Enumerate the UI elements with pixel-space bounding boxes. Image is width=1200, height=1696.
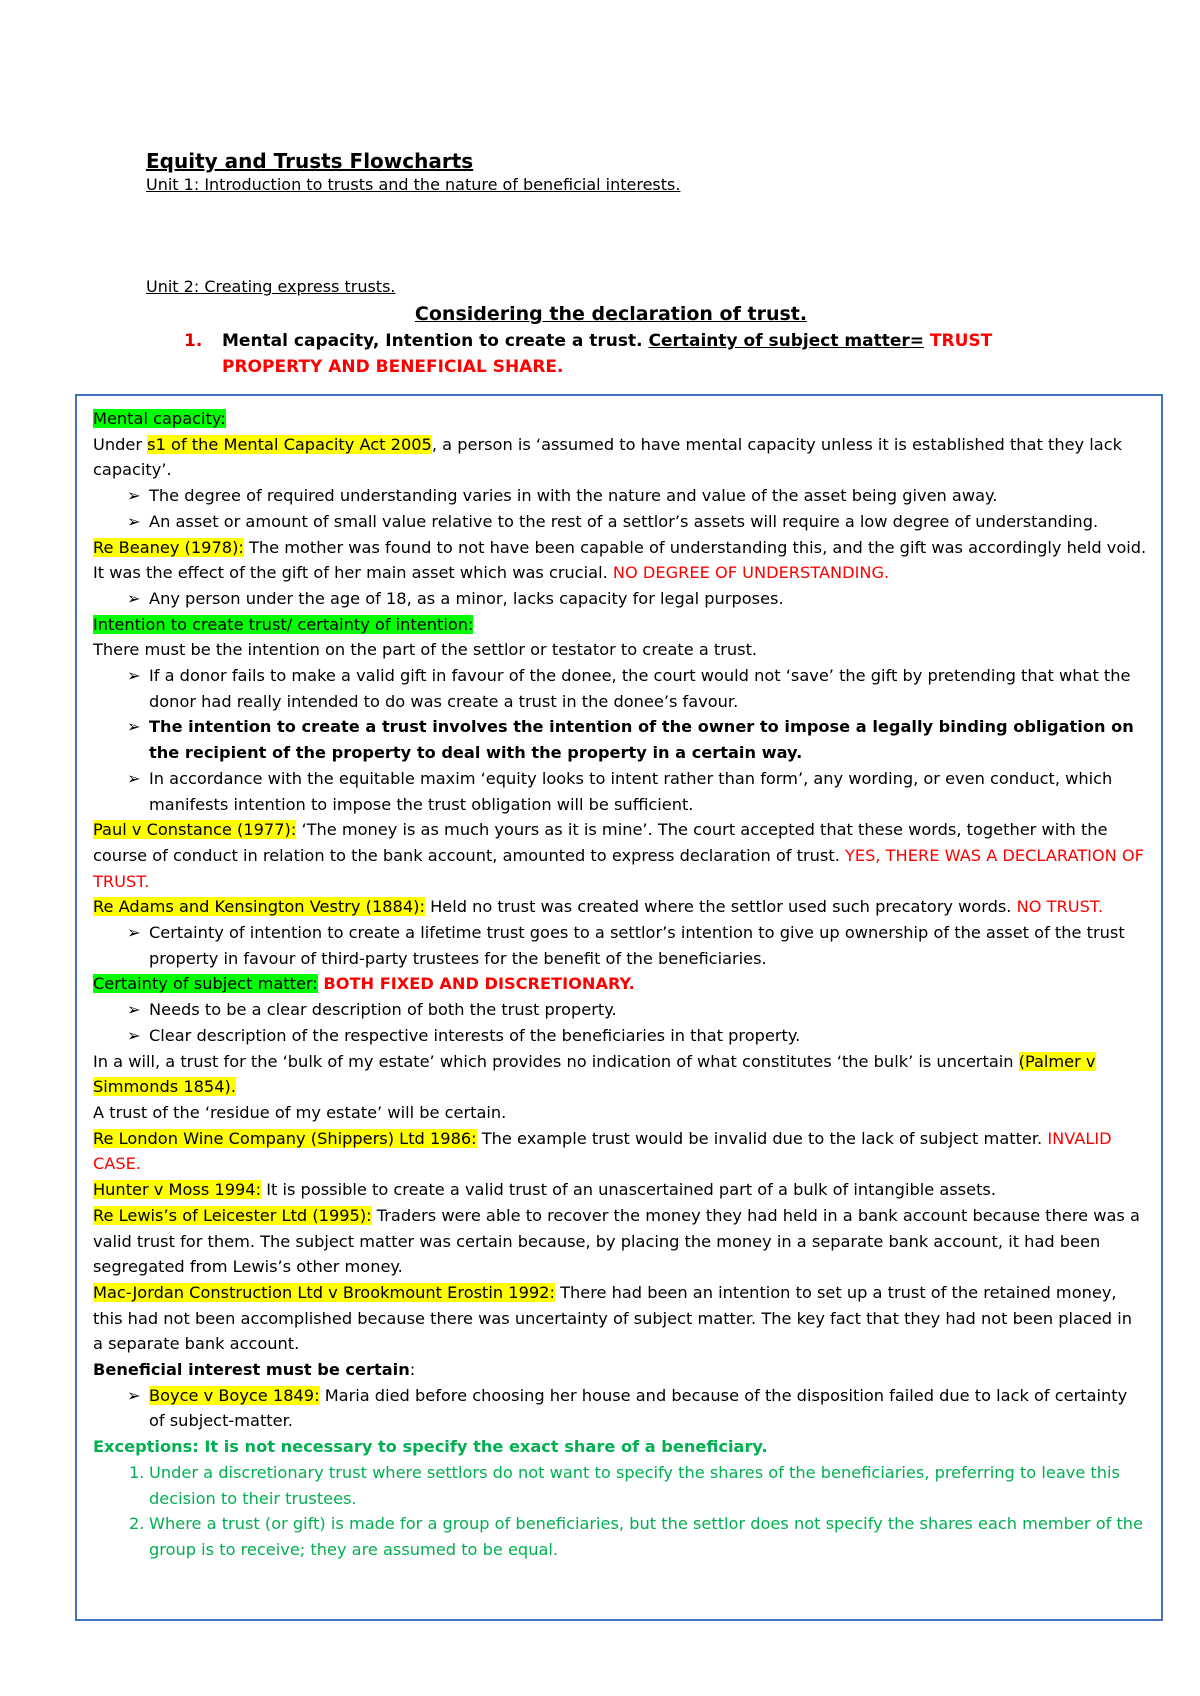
arrow-bullet-icon: ➢ bbox=[127, 511, 141, 531]
arrow-bullet-icon: ➢ bbox=[127, 768, 141, 788]
case-paragraph-lewis: Re Lewis’s of Leicester Ltd (1995): Traders were able to recover the money they had held in a bank account because there was a valid trust for them. The subject matter was certain because, by placing the money in a separate bank account, it had been segregated from Lewis’s other money. bbox=[93, 1205, 1140, 1277]
unit-1-heading: Unit 1: Introduction to trusts and the nature of beneficial interests. bbox=[146, 175, 681, 194]
exception-item: 1. Under a discretionary trust where settlors do not want to specify the shares of the beneficiaries, preferring to leave this decision to their trustees. bbox=[93, 1460, 1147, 1511]
case-name: Paul v Constance (1977) bbox=[93, 820, 291, 840]
case-name: Mac-Jordan Construction Ltd v Brookmount Erostin 1992: bbox=[93, 1282, 555, 1302]
subject-matter-label: Certainty of subject matter: bbox=[93, 974, 318, 994]
case-name: Hunter v Moss 1994: bbox=[93, 1180, 262, 1200]
bullet-item: ➢ Clear description of the respective interests of the beneficiaries in that property. bbox=[93, 1023, 1147, 1049]
item-underlined-text: Certainty of subject matter= bbox=[648, 331, 924, 351]
case-paragraph-beaney: Re Beaney (1978): The mother was found to not have been capable of understanding this, and the gift was accordingly held void. It was the effect of the gift of her main asset which was crucial. NO DEGREE OF UNDERSTANDING. bbox=[93, 537, 1147, 583]
arrow-bullet-icon: ➢ bbox=[127, 717, 141, 737]
bullet-item: ➢ Boyce v Boyce 1849: Maria died before choosing her house and because of the disposition failed due to lack of certainty of subject-matter. bbox=[93, 1383, 1147, 1434]
arrow-bullet-icon: ➢ bbox=[127, 666, 141, 686]
bullet-item: ➢ Needs to be a clear description of both the trust property. bbox=[93, 997, 1147, 1023]
case-name: Re Adams and Kensington Vestry (1884): bbox=[93, 897, 425, 917]
arrow-bullet-icon: ➢ bbox=[127, 588, 141, 608]
bullet-item: ➢ The intention to create a trust involves the intention of the owner to impose a legally binding obligation on the recipient of the property to deal with the property in a certain way. bbox=[93, 714, 1147, 765]
subject-matter-heading: Certainty of subject matter: BOTH FIXED AND DISCRETIONARY. bbox=[93, 974, 635, 994]
arrow-bullet-icon: ➢ bbox=[127, 1025, 141, 1045]
item-red-text: TRUST PROPERTY AND BENEFICIAL SHARE. bbox=[222, 331, 993, 377]
case-paragraph-adams: Re Adams and Kensington Vestry (1884): Held no trust was created where the settlor used such precatory words. NO TRUST. bbox=[93, 897, 1103, 917]
top-numbered-list bbox=[146, 328, 1076, 380]
mental-capacity-paragraph: Under s1 of the Mental Capacity Act 2005, a person is ‘assumed to have mental capacity unless it is established that they lack capacity’. bbox=[93, 434, 1122, 480]
case-paragraph-hunter: Hunter v Moss 1994: It is possible to create a valid trust of an unascertained part of a bulk of intangible assets. bbox=[93, 1180, 996, 1200]
document-header bbox=[146, 148, 1076, 380]
case-name: (Palmer v Simmonds 1854). bbox=[93, 1051, 1096, 1097]
notes-box bbox=[75, 394, 1163, 1621]
top-list-item-1 bbox=[146, 328, 1076, 380]
case-name: Re London Wine Company (Shippers) Ltd 1986: bbox=[93, 1128, 477, 1148]
arrow-bullet-icon: ➢ bbox=[127, 923, 141, 943]
item-text: Mental capacity, Intention to create a trust. bbox=[222, 331, 649, 351]
bullet-item: ➢ Certainty of intention to create a lifetime trust goes to a settlor’s intention to give up ownership of the asset of the trust property in favour of third-party trustees for the benefit of the beneficiaries. bbox=[93, 920, 1147, 971]
exceptions-heading: Exceptions: It is not necessary to specify the exact share of a beneficiary. bbox=[93, 1437, 768, 1457]
intention-label: Intention to create trust/ certainty of intention: bbox=[93, 614, 474, 634]
arrow-bullet-icon: ➢ bbox=[127, 1385, 141, 1405]
bullet-item: ➢ In accordance with the equitable maxim ‘equity looks to intent rather than form’, any wording, or even conduct, which manifests intention to impose the trust obligation will be sufficient. bbox=[93, 766, 1147, 817]
bullet-item: ➢ If a donor fails to make a valid gift in favour of the donee, the court would not ‘save’ the gift by pretending that what the donor had really intended to do was create a trust in the donee’s favour. bbox=[93, 663, 1147, 714]
bullet-item: ➢ The degree of required understanding varies in with the nature and value of the asset being given away. bbox=[93, 483, 1147, 509]
exception-item: 2. Where a trust (or gift) is made for a group of beneficiaries, but the settlor does not specify the shares each member of the group is to receive; they are assumed to be equal. bbox=[93, 1511, 1147, 1562]
case-paragraph-mac-jordan: Mac-Jordan Construction Ltd v Brookmount Erostin 1992: There had been an intention to set up a trust of the retained money, this had not been accomplished because there was uncertainty of subject matter. The key fact that they had not been placed in a separate bank account. bbox=[93, 1282, 1132, 1354]
will-paragraph: In a will, a trust for the ‘bulk of my estate’ which provides no indication of what constitutes ‘the bulk’ is uncertain (Palmer v Simmonds 1854). bbox=[93, 1051, 1096, 1097]
list-number: 1. bbox=[129, 1462, 145, 1482]
statute-reference: s1 of the Mental Capacity Act 2005 bbox=[147, 434, 432, 454]
case-name: Boyce v Boyce 1849: bbox=[149, 1385, 320, 1405]
intention-paragraph: There must be the intention on the part of the settlor or testator to create a trust. bbox=[93, 640, 758, 660]
list-number: 2. bbox=[129, 1514, 145, 1534]
case-paragraph-london-wine: Re London Wine Company (Shippers) Ltd 1986: The example trust would be invalid due to the lack of subject matter. INVALID CASE. bbox=[93, 1128, 1112, 1174]
case-name: Re Beaney (1978): bbox=[93, 537, 244, 557]
arrow-bullet-icon: ➢ bbox=[127, 1000, 141, 1020]
unit-2-heading: Unit 2: Creating express trusts. bbox=[146, 277, 396, 296]
arrow-bullet-icon: ➢ bbox=[127, 486, 141, 506]
document-title: Equity and Trusts Flowcharts bbox=[146, 149, 474, 173]
bullet-item: ➢ An asset or amount of small value relative to the rest of a settlor’s assets will require a low degree of understanding. bbox=[93, 509, 1147, 535]
section-heading: Considering the declaration of trust. bbox=[414, 303, 808, 325]
case-name: Re Lewis’s of Leicester Ltd (1995): bbox=[93, 1205, 372, 1225]
case-paragraph-paul: Paul v Constance (1977): ‘The money is as much yours as it is mine’. The court accepted that these words, together with the course of conduct in relation to the bank account, amounted to express declaration of trust. YES, THERE WAS A DECLARATION OF TRUST. bbox=[93, 820, 1144, 891]
list-number: 1. bbox=[184, 331, 203, 351]
beneficial-interest-heading: Beneficial interest must be certain: bbox=[93, 1360, 416, 1380]
residue-paragraph: A trust of the ‘residue of my estate’ will be certain. bbox=[93, 1102, 507, 1122]
mental-capacity-label: Mental capacity: bbox=[93, 409, 226, 428]
bullet-item: ➢ Any person under the age of 18, as a minor, lacks capacity for legal purposes. bbox=[93, 586, 1147, 612]
